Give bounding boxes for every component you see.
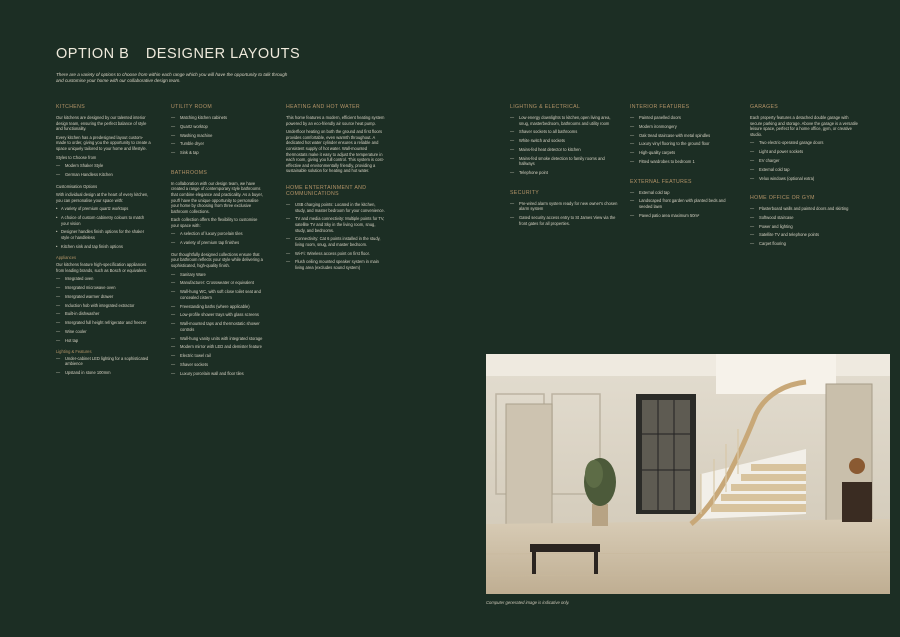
list-item: • A choice of custom cabinetry colours to match your vision bbox=[56, 215, 151, 226]
list-item: — Flush ceiling mounted speaker system in main living area (excludes sound system) bbox=[286, 259, 386, 270]
list-item: — Power and lighting bbox=[750, 224, 858, 230]
garages-heading: GARAGES bbox=[750, 104, 779, 110]
list-item: — TV and media connectivity: Multiple points for TV, satellite TV and Sky in the living room, snug, study, and bedrooms. bbox=[286, 216, 386, 233]
list-item: — Landscaped front garden with planted beds and seeded lawn bbox=[630, 198, 738, 209]
list-item: • A variety of premium quartz worktops bbox=[56, 206, 151, 212]
list-item: — White switch and sockets bbox=[510, 138, 618, 144]
customisation-list bbox=[56, 206, 151, 249]
customisation-text: With individual design at the heart of every kitchen, you can personalise your space with: bbox=[56, 192, 149, 203]
bathrooms-collections-text: Our thoughtfully designed collections ensure that your bathroom reflects your style while delivering a sophisticated, high-quality finish. bbox=[171, 251, 263, 269]
interior-external-column bbox=[630, 104, 738, 224]
external-heading: EXTERNAL FEATURES bbox=[630, 178, 692, 185]
list-item: — Induction hob with integrated extractor bbox=[56, 303, 151, 309]
list-item: — Low-profile shower trays with glass screens bbox=[171, 312, 266, 318]
list-item: — Wall-hung vanity units with integrated storage bbox=[171, 336, 266, 342]
list-item: — Softwood staircase bbox=[750, 215, 858, 221]
list-item: — Connectivity: Cat 6 points installed in the study, living room, snug, and master bedroom. bbox=[286, 236, 386, 247]
kitchens-column bbox=[56, 104, 151, 382]
list-item: — Modern mirror with LED and demister feature bbox=[171, 344, 266, 350]
list-item: — Upstand in stone 100mm bbox=[56, 370, 151, 376]
hallway-image bbox=[486, 354, 890, 594]
list-item: — Wi-Fi: Wireless access point on first floor. bbox=[286, 251, 386, 257]
heating-intro: This home features a modern, efficient heating system powered by an eco-friendly air source heat pump. bbox=[286, 115, 385, 126]
utility-list bbox=[171, 115, 266, 156]
list-item: — EV charger bbox=[750, 158, 858, 164]
interior-heading: INTERIOR FEATURES bbox=[630, 104, 690, 110]
appliances-text: Our kitchens feature high-specification appliances from leading brands, such as Bosch or equivalent. bbox=[56, 262, 147, 273]
list-item: — Velux windows (optional extra) bbox=[750, 176, 858, 182]
styles-label: Styles to Choose from bbox=[56, 154, 97, 160]
list-item: — Plasterboard walls and painted doors and skirting bbox=[750, 206, 858, 212]
list-item: — External cold tap bbox=[630, 190, 738, 196]
list-item: — USB charging points: Located in the kitchen, study, and master bedroom for your convenience. bbox=[286, 202, 386, 213]
list-item: — Hot tap bbox=[56, 338, 151, 344]
heating-text: Underfloor heating on both the ground and first floors provides comfortable, even warmth throughout. A dedicated hot water cylinder ensures a reliable and consistent supply of hot water. Wall-mounted thermostats make it easy to adjust the temperature in each room, giving you full control. This system is cost-effective and environmentally friendly, providing a sustainable solution for heating and hot water. bbox=[286, 129, 384, 174]
bathrooms-intro: In collaboration with our design team, we have created a range of contemporary style bathrooms that combine elegance and practicality. As a buyer, you'll have the unique opportunity to personalise your home by choosing from three exclusive bathroom collections. bbox=[171, 180, 263, 214]
list-item: — Modern ironmongery bbox=[630, 124, 738, 130]
list-item: — Two electric-operated garage doors bbox=[750, 140, 858, 146]
list-item: — Mains-fed smoke detection to family rooms and hallways bbox=[510, 156, 618, 167]
entertainment-list bbox=[286, 202, 386, 271]
lighting-security-column bbox=[510, 104, 618, 232]
list-item: — Satellite TV and telephone points bbox=[750, 232, 858, 238]
kitchens-intro: Our kitchens are designed by our talented interior design team, ensuring the perfect balance of style and functionality. bbox=[56, 115, 147, 132]
bathrooms-spec-list bbox=[171, 272, 266, 377]
list-item: — Paved patio area maximum 50m² bbox=[630, 213, 738, 219]
list-item: — High-quality carpets bbox=[630, 150, 738, 156]
list-item: — Wine cooler bbox=[56, 329, 151, 335]
list-item: — Pre-wired alarm system ready for new owner's chosen alarm system bbox=[510, 201, 618, 212]
list-item: — Luxury porcelain wall and floor tiles bbox=[171, 371, 266, 377]
entertainment-heading: HOME ENTERTAINMENT AND COMMUNICATIONS bbox=[286, 184, 367, 197]
bathrooms-collection-text: Each collection offers the flexibility to customise your space with: bbox=[171, 217, 258, 228]
list-item: — Integrated oven bbox=[56, 276, 151, 282]
image-caption: Computer generated image is indicative only. bbox=[486, 600, 570, 605]
bathrooms-heading: BATHROOMS bbox=[171, 169, 208, 176]
list-item: • Designer handles finish options for the shaker style or handleless bbox=[56, 229, 151, 240]
list-item: — Freestanding baths (where applicable) bbox=[171, 304, 266, 310]
list-item: — A variety of premium tap finishes bbox=[171, 240, 266, 246]
list-item: — Intergrated microwave oven bbox=[56, 285, 151, 291]
list-item: — Under-cabinet LED lighting for a sophisticated ambience bbox=[56, 356, 151, 367]
list-item: — Electric towel rail bbox=[171, 353, 266, 359]
list-item: — Sanitary Ware bbox=[171, 272, 266, 278]
list-item: — Sink & tap bbox=[171, 150, 266, 156]
security-heading: SECURITY bbox=[510, 189, 540, 196]
list-item: — Low energy downlights to kitchen,open living area, snug, masterbedroom, bathrooms and utility room bbox=[510, 115, 618, 126]
list-item: — Gated security access entry to St James View via the front gates for all properties. bbox=[510, 215, 618, 226]
interior-list bbox=[630, 115, 738, 165]
appliances-list bbox=[56, 276, 151, 343]
appliances-label: Appliances bbox=[56, 255, 77, 261]
title-name: DESIGNER LAYOUTS bbox=[145, 46, 301, 62]
customisation-label: Customisation Options bbox=[56, 183, 98, 189]
lighting-electrical-heading: LIGHTING & ELECTRICAL bbox=[510, 104, 581, 110]
list-item: — Painted panelled doors bbox=[630, 115, 738, 121]
list-item: — Built-in dishwasher bbox=[56, 311, 151, 317]
list-item: — Washing machine bbox=[171, 133, 266, 139]
list-item: — Intergrated full height refrigerator and freezer bbox=[56, 320, 151, 326]
list-item: — German Handless Kitchen bbox=[56, 172, 151, 178]
garages-office-column bbox=[750, 104, 858, 253]
list-item: — Telephone point bbox=[510, 170, 618, 176]
list-item: — Shaver sockets to all bathrooms bbox=[510, 129, 618, 135]
utility-bathrooms-column bbox=[171, 104, 266, 382]
lighting-electrical-list bbox=[510, 115, 618, 176]
title-option: OPTION B bbox=[56, 46, 130, 62]
garages-text: Each property features a detached double garage with secure parking and storage. Above the garage is a versatile leisure space, perfect for a home office, gym, or creative studio. bbox=[750, 115, 858, 137]
page-title bbox=[56, 46, 300, 62]
office-list bbox=[750, 206, 858, 247]
utility-heading: UTILITY ROOM bbox=[171, 104, 212, 110]
list-item: — Mains-fed heat detector to kitchen bbox=[510, 147, 618, 153]
list-item: — Quartz worktop bbox=[171, 124, 266, 130]
list-item: — Tumble dryer bbox=[171, 141, 266, 147]
intro-text: There are a variety of options to choose from within each range which you will have the opportunity to talk through and customise your home with our collaborative design team. bbox=[56, 72, 288, 84]
garages-list bbox=[750, 140, 858, 181]
list-item: — A selection of luxury porcelain tiles bbox=[171, 231, 266, 237]
external-list bbox=[630, 190, 738, 219]
list-item: — Fitted wardrobes to bedroom 1 bbox=[630, 159, 738, 165]
list-item: — Modern Shaker Style bbox=[56, 163, 151, 169]
bathrooms-options-list bbox=[171, 231, 266, 245]
kitchens-heading: KITCHENS bbox=[56, 104, 86, 110]
list-item: • Kitchen sink and tap finish options bbox=[56, 244, 151, 250]
security-list bbox=[510, 201, 618, 227]
list-item: — Intergrated warmer drawer bbox=[56, 294, 151, 300]
list-item: — Wall-hung WC, with soft close toilet seat and concealed cistern bbox=[171, 289, 266, 300]
list-item: — Wall-mounted taps and thermostatic shower controls bbox=[171, 321, 266, 332]
list-item: — Matching kitchen cabinets bbox=[171, 115, 266, 121]
heating-entertainment-column bbox=[286, 104, 386, 277]
list-item: — Oak tread staircase with metal spindles bbox=[630, 133, 738, 139]
lighting-features-list bbox=[56, 356, 151, 376]
styles-list bbox=[56, 163, 151, 177]
lighting-features-label: Lighting & Features bbox=[56, 349, 92, 355]
list-item: — Carpet flooring bbox=[750, 241, 858, 247]
kitchens-layout-text: Every kitchen has a predesigned layout custom-made to order, giving you the opportunity to create a space uniquely tailored to your home and lifestyle. bbox=[56, 134, 151, 151]
list-item: — Manufacturer: Crossweater or equivalent bbox=[171, 280, 266, 286]
list-item: — Luxury vinyl flooring to the ground floor bbox=[630, 141, 738, 147]
office-heading: HOME OFFICE OR GYM bbox=[750, 195, 815, 202]
heating-heading: HEATING AND HOT WATER bbox=[286, 104, 361, 110]
list-item: — Shaver sockets bbox=[171, 362, 266, 368]
list-item: — External cold tap bbox=[750, 167, 858, 173]
list-item: — Light and power sockets bbox=[750, 149, 858, 155]
